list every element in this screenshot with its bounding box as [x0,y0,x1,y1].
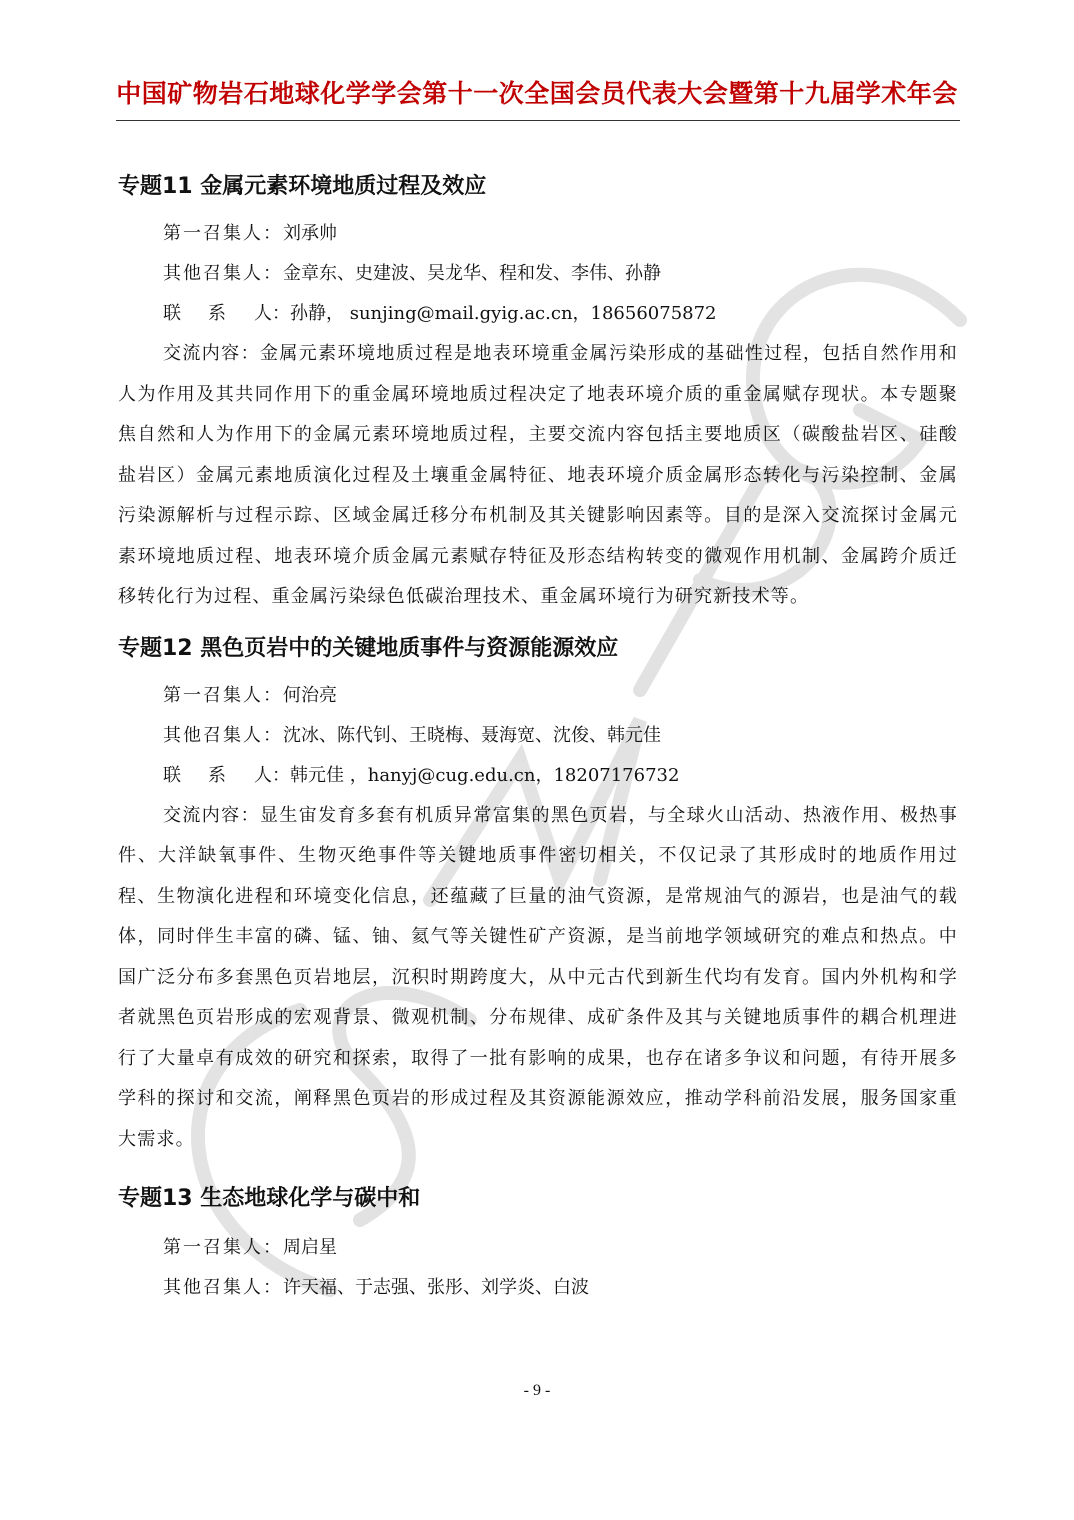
other-conveners-value: 沈冰、陈代钊、王晓梅、聂海宽、沈俊、韩元佳 [283,724,661,746]
topic-13 [118,1182,958,1308]
first-convener-line [118,1228,958,1268]
first-convener-line [118,676,958,716]
contact-line [118,294,958,334]
topic-title: 专题12 黑色页岩中的关键地质事件与资源能源效应 [118,635,619,661]
other-conveners-value: 许天福、于志强、张彤、刘学炎、白波 [283,1277,589,1298]
header-title: 中国矿物岩石地球化学学会第十一次全国会员代表大会暨第十九届学术年会 [116,79,958,108]
contact-line [118,756,958,796]
document-body [118,170,958,1308]
other-conveners-label: 其他召集人： [163,1277,283,1298]
topic-content: 交流内容：金属元素环境地质过程是地表环境重金属污染形成的基础性过程，包括自然作用和人为作用及其共同作用下的重金属环境地质过程决定了地表环境介质的重金属赋存现状。本专题聚焦自然和人为作用下的金属元素环境地质过程，主要交流内容包括主要地质区（碳酸盐岩区、硅酸盐岩区）金属元素地质演化过程及土壤重金属特征、地表环境介质金属形态转化与污染控制、金属污染源解析与过程示踪、区域金属迁移分布机制及其关键影响因素等。目的是深入交流探讨金属元素环境地质过程、地表环境介质金属元素赋存特征及形态结构转变的微观作用机制、金属跨介质迁移转化行为过程、重金属污染绿色低碳治理技术、重金属环境行为研究新技术等。 [118,343,958,607]
first-convener-value: 周启星 [283,1237,337,1258]
topic-title: 专题13 生态地球化学与碳中和 [118,1186,421,1211]
contact-label: 联 系 人： [163,303,290,324]
other-conveners-value: 金章东、史建波、吴龙华、程和发、李伟、孙静 [283,263,661,284]
contact-value: 孙静， sunjing@mail.gyig.ac.cn，18656075872 [290,303,717,324]
first-convener-value: 何治亮 [283,684,337,706]
page-number: - 9 - [523,1382,551,1399]
topic-title: 专题11 金属元素环境地质过程及效应 [118,174,487,199]
other-conveners-line [118,716,958,756]
first-convener-label: 第一召集人： [163,1237,283,1258]
topic-12 [118,632,958,1161]
other-conveners-label: 其他召集人： [163,263,283,284]
first-convener-label: 第一召集人： [163,684,283,706]
other-conveners-line [118,1268,958,1308]
topic-11 [118,170,958,618]
header-divider [116,120,960,121]
first-convener-line [118,214,958,254]
other-conveners-label: 其他召集人： [163,724,283,746]
other-conveners-line [118,254,958,294]
contact-label: 联 系 人： [163,764,290,786]
first-convener-label: 第一召集人： [163,223,283,244]
contact-value: 韩元佳 ，hanyj@cug.edu.cn，18207176732 [290,764,680,786]
first-convener-value: 刘承帅 [283,223,337,244]
topic-content: 交流内容：显生宙发育多套有机质异常富集的黑色页岩，与全球火山活动、热液作用、极热事件、大洋缺氧事件、生物灭绝事件等关键地质事件密切相关，不仅记录了其形成时的地质作用过程、生物演化进程和环境变化信息，还蕴藏了巨量的油气资源，是常规油气的源岩，也是油气的载体，同时伴生丰富的磷、锰、铀、氦气等关键性矿产资源，是当前地学领域研究的难点和热点。中国广泛分布多套黑色页岩地层，沉积时期跨度大，从中元古代到新生代均有发育。国内外机构和学者就黑色页岩形成的宏观背景、微观机制、分布规律、成矿条件及其与关键地质事件的耦合机理进行了大量卓有成效的研究和探索，取得了一批有影响的成果，也存在诸多争议和问题，有待开展多学科的探讨和交流，阐释黑色页岩的形成过程及其资源能源效应，推动学科前沿发展，服务国家重大需求。 [118,804,958,1150]
